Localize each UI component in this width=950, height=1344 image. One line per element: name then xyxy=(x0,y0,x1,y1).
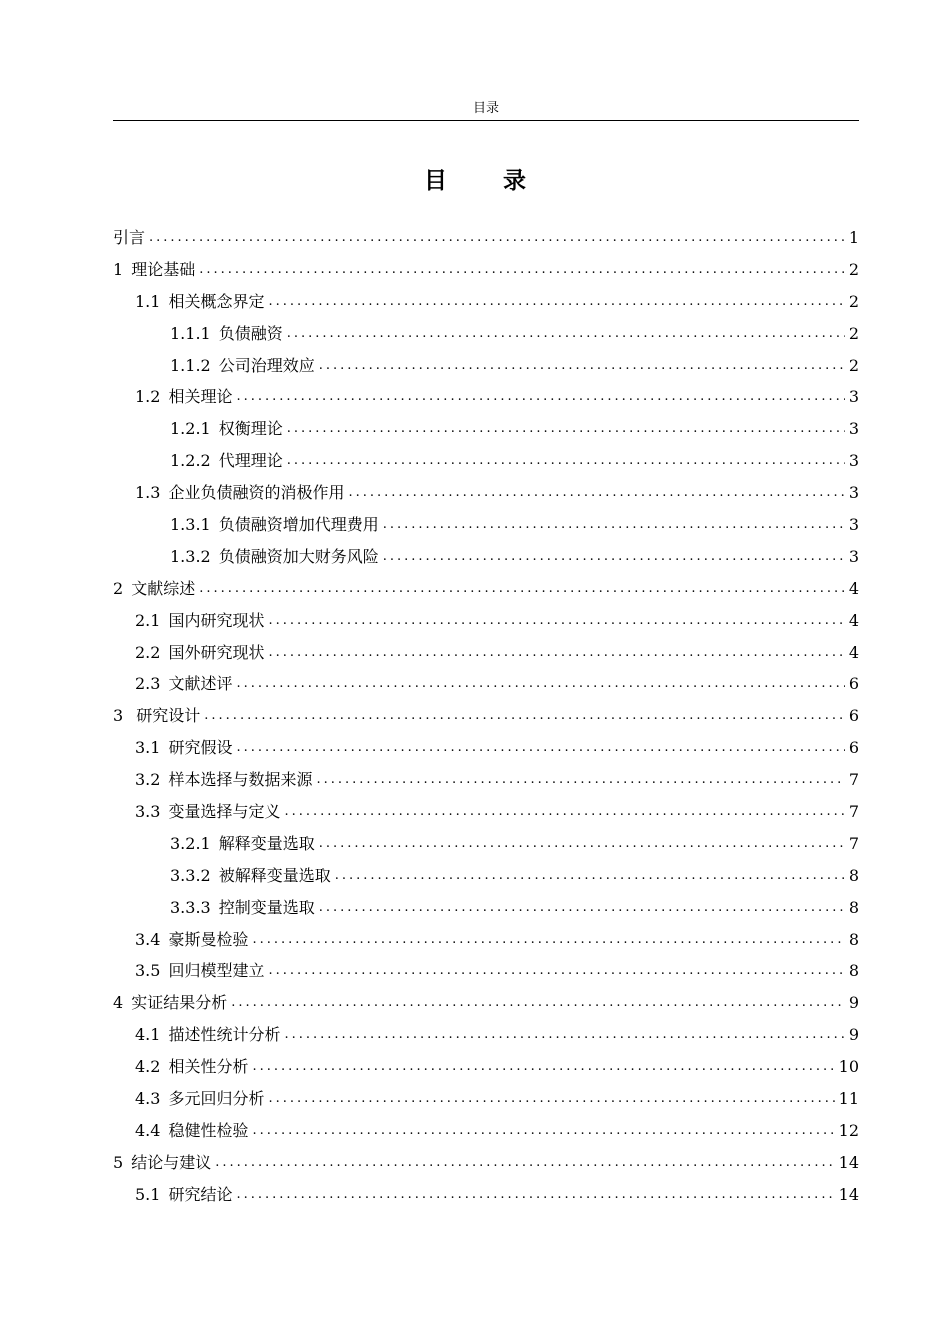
toc-dot-leader xyxy=(335,860,845,892)
toc-entry-page: 10 xyxy=(838,1057,859,1077)
toc-entry-number: 1.1 xyxy=(135,291,161,311)
toc-entry-number: 1.2.1 xyxy=(170,419,211,439)
toc-entry-page: 3 xyxy=(848,483,859,503)
toc-entry-number: 1.2.2 xyxy=(170,451,211,471)
toc-dot-leader xyxy=(199,573,845,605)
running-header: 目录 xyxy=(472,101,499,116)
toc-entry-title xyxy=(135,924,248,956)
toc-dot-leader xyxy=(231,987,845,1019)
toc-entry-number: 2.1 xyxy=(135,610,161,630)
toc-entry-page: 2 xyxy=(848,323,859,343)
toc-entry-title xyxy=(113,254,195,286)
toc-entry-number: 3.5 xyxy=(135,961,161,981)
toc-entry-label: 负债融资加大财务风险 xyxy=(218,546,379,566)
toc-dot-leader xyxy=(236,668,844,700)
toc-entry-title xyxy=(170,541,379,573)
toc-entry-page: 6 xyxy=(848,738,859,758)
toc-entry-label: 国外研究现状 xyxy=(168,642,265,662)
toc-dot-leader xyxy=(199,254,845,286)
toc-dot-leader xyxy=(319,350,845,382)
toc-entry[interactable] xyxy=(113,892,859,924)
header-rule xyxy=(113,120,859,121)
toc-entry-title xyxy=(170,892,315,924)
toc-entry-label: 解释变量选取 xyxy=(218,833,315,853)
toc-entry-page: 12 xyxy=(838,1120,859,1140)
toc-entry[interactable] xyxy=(113,318,859,350)
toc-entry-page: 3 xyxy=(848,451,859,471)
toc-entry-title xyxy=(135,1083,264,1115)
toc-entry-label: 多元回归分析 xyxy=(168,1089,265,1109)
toc-entry-number: 3.3.3 xyxy=(170,897,211,917)
toc-entry-number: 1.3.2 xyxy=(170,546,211,566)
toc-entry-label: 控制变量选取 xyxy=(218,897,315,917)
toc-dot-leader xyxy=(287,318,845,350)
toc-entry-page: 7 xyxy=(848,802,859,822)
toc-entry-number: 3.4 xyxy=(135,929,161,949)
toc-entry[interactable] xyxy=(113,541,859,573)
toc-entry-title xyxy=(135,605,264,637)
toc-dot-leader xyxy=(287,413,845,445)
toc-entry-page: 3 xyxy=(848,515,859,534)
toc-dot-leader xyxy=(204,700,845,732)
toc-dot-leader xyxy=(284,796,844,828)
toc-entry-number: 3.2.1 xyxy=(170,833,211,853)
toc-entry-title xyxy=(170,860,331,892)
toc-entry-title xyxy=(170,828,315,860)
toc-entry[interactable] xyxy=(113,1083,859,1115)
toc-entry-label: 文献综述 xyxy=(131,578,196,598)
toc-entry-number: 1.3 xyxy=(135,483,161,503)
toc-entry-label: 研究假设 xyxy=(168,738,233,758)
toc-entry-title xyxy=(170,413,283,445)
toc-dot-leader xyxy=(284,1019,844,1051)
toc-entry-title xyxy=(135,286,264,318)
toc-entry-title xyxy=(170,509,379,541)
toc-entry[interactable] xyxy=(113,732,859,764)
toc-entry[interactable] xyxy=(113,605,859,637)
toc-entry-title xyxy=(170,350,315,382)
toc-entry-label: 研究设计 xyxy=(131,706,201,726)
toc-entry-number: 1.2 xyxy=(135,387,161,407)
toc-entry-page: 2 xyxy=(848,355,859,375)
toc-entry[interactable] xyxy=(113,286,859,318)
toc-entry-page: 3 xyxy=(848,546,859,566)
toc-entry-number: 5.1 xyxy=(135,1184,161,1204)
toc-entry-page: 8 xyxy=(848,961,859,981)
toc-entry[interactable] xyxy=(113,573,859,605)
toc-entry[interactable] xyxy=(113,796,859,828)
toc-entry-page: 4 xyxy=(848,642,859,662)
toc-entry[interactable] xyxy=(113,413,859,445)
table-of-contents xyxy=(113,222,859,1211)
toc-entry[interactable] xyxy=(113,924,859,956)
toc-dot-leader xyxy=(268,605,844,637)
toc-entry[interactable] xyxy=(113,1179,859,1211)
toc-entry-title xyxy=(135,1051,248,1083)
toc-entry-number: 3.1 xyxy=(135,738,161,758)
toc-dot-leader xyxy=(287,445,845,477)
toc-entry-label: 引言 xyxy=(113,227,146,247)
toc-dot-leader xyxy=(236,732,844,764)
toc-entry-page: 14 xyxy=(838,1184,859,1204)
toc-entry-number: 5 xyxy=(113,1152,124,1172)
toc-entry[interactable] xyxy=(113,381,859,413)
toc-entry-page: 1 xyxy=(848,227,859,247)
toc-entry-label: 实证结果分析 xyxy=(131,993,228,1013)
toc-entry[interactable] xyxy=(113,637,859,669)
toc-entry-label: 负债融资增加代理费用 xyxy=(218,515,379,534)
toc-entry-label: 相关理论 xyxy=(168,387,233,407)
toc-entry-label: 相关性分析 xyxy=(168,1057,249,1077)
toc-entry-number: 1.1.1 xyxy=(170,323,211,343)
toc-entry[interactable] xyxy=(113,477,859,509)
toc-entry-title xyxy=(113,573,195,605)
toc-dot-leader xyxy=(319,892,845,924)
toc-entry-label: 负债融资 xyxy=(218,323,283,343)
toc-entry-number: 3.2 xyxy=(135,770,161,790)
toc-entry-number: 1.3.1 xyxy=(170,515,211,534)
toc-entry-page: 7 xyxy=(848,833,859,853)
toc-entry-number: 4.1 xyxy=(135,1025,161,1045)
toc-entry-page: 3 xyxy=(848,387,859,407)
toc-entry-number: 4.2 xyxy=(135,1057,161,1077)
toc-entry-label: 回归模型建立 xyxy=(168,961,265,981)
toc-entry-title xyxy=(170,318,283,350)
toc-entry[interactable] xyxy=(113,1147,859,1179)
toc-dot-leader xyxy=(215,1147,834,1179)
toc-entry[interactable] xyxy=(113,445,859,477)
toc-entry-number: 2.2 xyxy=(135,642,161,662)
toc-entry-title xyxy=(170,445,283,477)
toc-entry-number: 4 xyxy=(113,993,124,1013)
toc-entry[interactable] xyxy=(113,1051,859,1083)
toc-entry-page: 3 xyxy=(848,419,859,439)
toc-entry-page: 4 xyxy=(848,578,859,598)
toc-title: 目 录 xyxy=(423,168,550,194)
toc-entry[interactable] xyxy=(113,350,859,382)
toc-dot-leader xyxy=(383,509,845,541)
toc-entry-number: 1.1.2 xyxy=(170,355,211,375)
toc-entry-label: 研究结论 xyxy=(168,1184,233,1204)
toc-entry-title xyxy=(135,1179,232,1211)
toc-dot-leader xyxy=(268,637,844,669)
toc-dot-leader xyxy=(383,541,845,573)
toc-entry-label: 被解释变量选取 xyxy=(218,865,331,885)
toc-entry-title xyxy=(113,987,227,1019)
toc-entry-page: 6 xyxy=(848,674,859,694)
toc-entry-number: 4.4 xyxy=(135,1120,161,1140)
toc-entry-title xyxy=(135,637,264,669)
toc-dot-leader xyxy=(236,381,844,413)
toc-dot-leader xyxy=(149,222,845,254)
toc-dot-leader xyxy=(268,1083,834,1115)
toc-entry[interactable] xyxy=(113,668,859,700)
toc-entry-label: 理论基础 xyxy=(131,259,196,279)
toc-entry-page: 11 xyxy=(838,1089,859,1109)
toc-entry-number: 2.3 xyxy=(135,674,161,694)
toc-dot-leader xyxy=(316,764,844,796)
toc-entry-page: 6 xyxy=(848,706,859,726)
toc-entry[interactable] xyxy=(113,955,859,987)
toc-dot-leader xyxy=(319,828,845,860)
toc-entry-number: 1 xyxy=(113,259,124,279)
toc-entry-label: 国内研究现状 xyxy=(168,610,265,630)
toc-entry-label: 企业负债融资的消极作用 xyxy=(168,483,345,503)
toc-entry-title xyxy=(113,700,200,732)
toc-dot-leader xyxy=(348,477,844,509)
toc-dot-leader xyxy=(268,955,844,987)
toc-entry-title xyxy=(135,955,264,987)
toc-entry-title xyxy=(135,477,344,509)
toc-entry-title xyxy=(135,668,232,700)
toc-entry-title xyxy=(135,796,280,828)
toc-dot-leader xyxy=(252,924,844,956)
toc-entry-page: 8 xyxy=(848,929,859,949)
toc-entry-title xyxy=(135,764,312,796)
toc-entry[interactable] xyxy=(113,828,859,860)
toc-entry-label: 描述性统计分析 xyxy=(168,1025,281,1045)
toc-entry-label: 文献述评 xyxy=(168,674,233,694)
toc-dot-leader xyxy=(252,1115,834,1147)
toc-entry-label: 豪斯曼检验 xyxy=(168,929,249,949)
toc-entry-number: 3.3 xyxy=(135,802,161,822)
toc-entry-page: 14 xyxy=(838,1152,859,1172)
toc-entry[interactable] xyxy=(113,1115,859,1147)
toc-entry-page: 9 xyxy=(848,993,859,1013)
toc-entry-label: 结论与建议 xyxy=(131,1152,212,1172)
toc-entry-label: 相关概念界定 xyxy=(168,291,265,311)
toc-entry-label: 代理理论 xyxy=(218,451,283,471)
toc-entry-label: 稳健性检验 xyxy=(168,1120,249,1140)
toc-entry-title xyxy=(135,1019,280,1051)
toc-entry-number: 3 xyxy=(113,706,124,726)
toc-dot-leader xyxy=(252,1051,834,1083)
toc-entry[interactable] xyxy=(113,254,859,286)
toc-entry[interactable] xyxy=(113,222,859,254)
toc-entry[interactable] xyxy=(113,860,859,892)
toc-entry-label: 公司治理效应 xyxy=(218,355,315,375)
toc-entry[interactable] xyxy=(113,509,859,541)
toc-entry-number: 2 xyxy=(113,578,124,598)
toc-entry[interactable] xyxy=(113,764,859,796)
toc-entry-title xyxy=(113,222,145,254)
toc-entry[interactable] xyxy=(113,1019,859,1051)
toc-entry-title xyxy=(135,381,232,413)
toc-entry-page: 2 xyxy=(848,259,859,279)
toc-entry-page: 7 xyxy=(848,770,859,790)
toc-entry[interactable] xyxy=(113,700,859,732)
toc-entry-page: 8 xyxy=(848,865,859,885)
toc-entry-label: 变量选择与定义 xyxy=(168,802,281,822)
toc-entry-title xyxy=(113,1147,211,1179)
toc-dot-leader xyxy=(268,286,844,318)
toc-entry-page: 2 xyxy=(848,291,859,311)
toc-entry-title xyxy=(135,1115,248,1147)
toc-entry-page: 9 xyxy=(848,1025,859,1045)
toc-entry-page: 8 xyxy=(848,897,859,917)
toc-entry-label: 权衡理论 xyxy=(218,419,283,439)
toc-entry[interactable] xyxy=(113,987,859,1019)
toc-entry-title xyxy=(135,732,232,764)
toc-entry-number: 4.3 xyxy=(135,1089,161,1109)
toc-entry-label: 样本选择与数据来源 xyxy=(168,770,313,790)
toc-entry-number: 3.3.2 xyxy=(170,865,211,885)
toc-entry-page: 4 xyxy=(848,610,859,630)
toc-dot-leader xyxy=(236,1179,834,1211)
